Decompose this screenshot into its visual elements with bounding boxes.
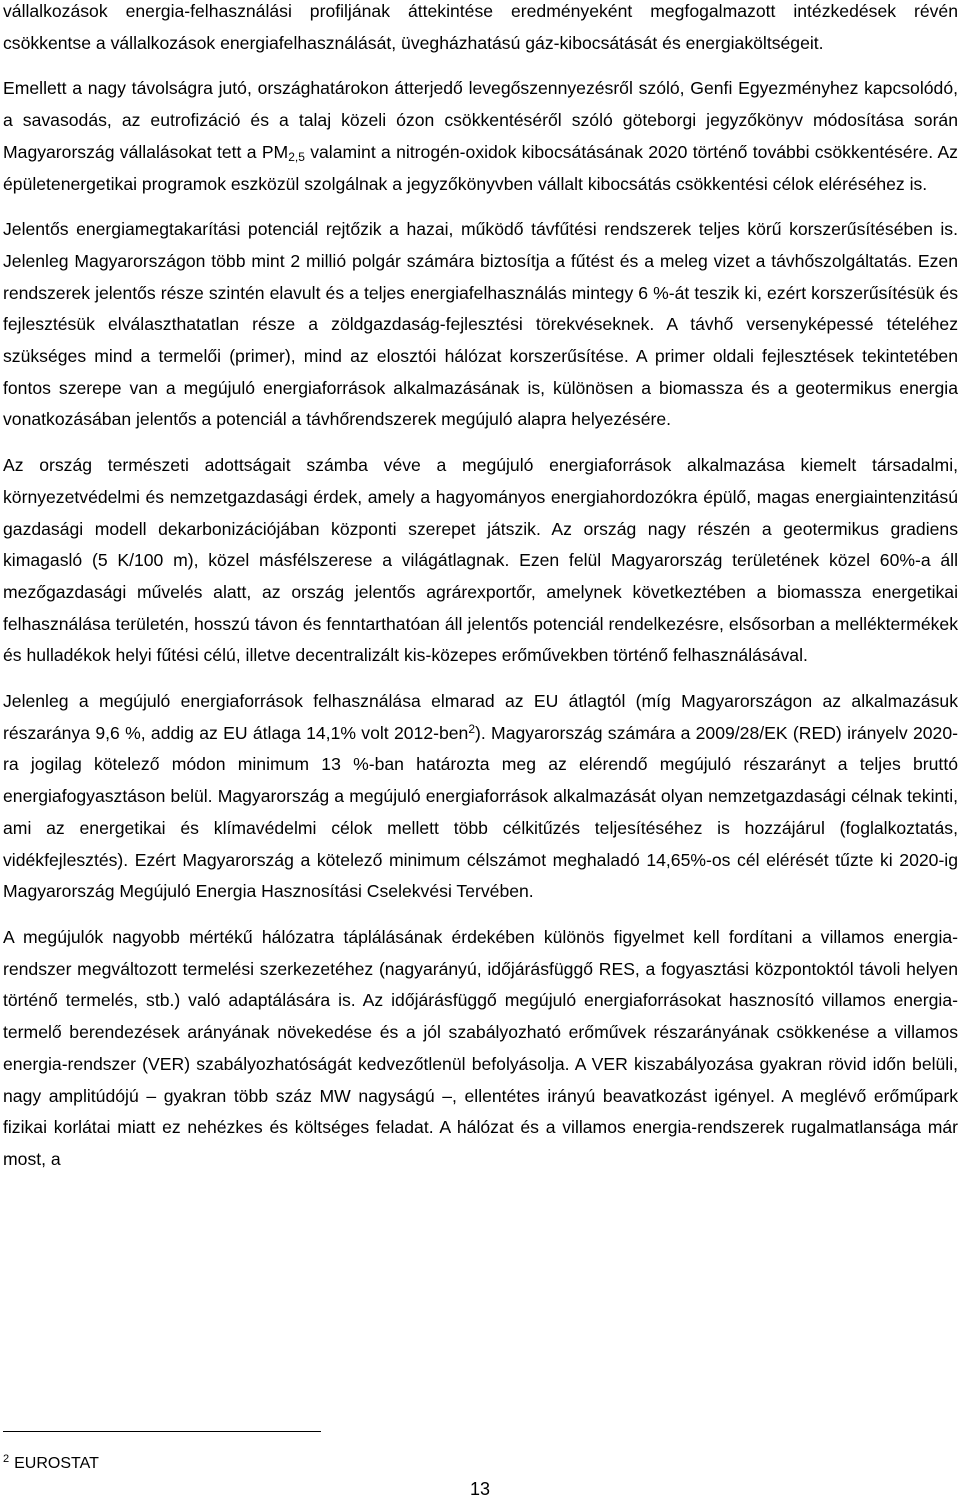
paragraph-gothenburg-protocol bbox=[3, 73, 958, 200]
footnote bbox=[3, 1454, 99, 1474]
paragraph-text: Jelentős energiamegtakarítási potenciál rejtőzik a hazai, működő távfűtési rendszerek teljes körű korszerűsítésében is. Jelenleg Magyarországon több mint 2 millió polgár számára biztosítja a fűtést és a meleg vizet a távhőszolgáltatás. Ezen rendszerek jelentős része szintén elavult és a teljes energiafelhasználás mintegy 6 %-át teszik ki, ezért korszerűsítésük és fejlesztésük elválaszthatatlan része a zöldgazdaság-fejlesztési törekvéseknek. A távhő versenyképessé tételéhez szükséges mind a termelői (primer), mind az elosztói hálózat korszerűsítése. A primer oldali fejlesztések tekintetében fontos szerepe van a megújuló energiaforrások alkalmazásának is, különösen a biomassza és a geotermikus energia vonatkozásában jelentős a potenciál a távhőrendszerek megújuló alapra helyezésére. bbox=[3, 219, 958, 430]
paragraph-text: Jelenleg a megújuló energiaforrások felhasználása elmarad az EU átlagtól (míg Magyarországon az alkalmazásuk részaránya 9,6 %, addig az EU átlaga 14,1% volt 2012-ben bbox=[3, 691, 958, 743]
paragraph-text: valamint a nitrogén-oxidok kibocsátásának 2020 történő további csökkentésére. Az épületenergetikai programok eszközül szolgálnak a jegyzőkönyvben vállalt kibocsátás csökkentési célok eléréséhez is. bbox=[3, 141, 958, 194]
footnote-separator bbox=[3, 1431, 321, 1432]
page-number: 13 bbox=[469, 1479, 491, 1499]
paragraph-text: vállalkozások energia-felhasználási profiljának áttekintése eredményeként megfogalmazott intézkedések révén csökkentse a vállalkozások energiafelhasználását, üvegházhatású gáz-kibocsátását és energiaköltségeit. bbox=[3, 1, 958, 53]
paragraph-district-heating bbox=[3, 214, 958, 436]
paragraph-text: Emellett a nagy távolságra jutó, országhatárokon átterjedő levegőszennyezésről szóló, Genfi Egyezményhez kapcsolódó, a savasodás, az eutrofizáció és a talaj közeli ózon csökkentéséről szóló göteborgi jegyzőkönyv módosítása során Magyarország vállalásokat tett a PM bbox=[3, 78, 958, 162]
document-page bbox=[3, 0, 958, 1190]
paragraph-grid-integration bbox=[3, 922, 958, 1176]
paragraph-renewable-potential bbox=[3, 450, 958, 672]
paragraph-renewable-share bbox=[3, 686, 958, 908]
paragraph-text: Az ország természeti adottságait számba véve a megújuló energiaforrások alkalmazása kiemelt társadalmi, környezetvédelmi és nemzetgazdasági érdek, amely a hagyományos energiahordozókra épülő, magas energiaintenzitású gazdasági modell dekarbonizációjában központi szerepet játszik. Az ország nagy részén a geotermikus gradiens kimagasló (5 K/100 m), közel másfélszerese a világátlagnak. Ezen felül Magyarország területének közel 60%-a áll mezőgazdasági művelés alatt, az ország jelentős agrárexportőr, amelynek következtében a biomassza energetikai felhasználása területén, hosszú távon és fenntarthatóan áll jelentős potenciál rendelkezésre, elsősorban a melléktermékek és hulladékok helyi fűtési célú, illetve decentralizált kis-közepes erőművekben történő felhasználásával. bbox=[3, 455, 958, 666]
paragraph-energy-audit-conclusion bbox=[3, 0, 958, 59]
footnote-reference-2[interactable]: 2 bbox=[468, 721, 475, 736]
paragraph-text: A megújulók nagyobb mértékű hálózatra táplálásának érdekében különös figyelmet kell fordítani a villamos energia-rendszer megváltozott termelési szerkezetéhez (nagyarányú, időjárásfüggő RES, a fogyasztási központoktól távoli helyen történő termelés, stb.) való adaptálására is. Az időjárásfüggő megújuló energiaforrásokat hasznosító villamos energia-termelő berendezések arányának növekedése és a jól szabályozható erőművek részarányának csökkenése a villamos energia-rendszer (VER) szabályozhatóságát kedvezőtlenül befolyásolja. A VER kiszabályozása gyakran rövid időn belüli, nagy amplitúdójú – gyakran több száz MW nagyságú –, ellentétes irányú beavatkozást igényel. A meglévő erőműpark fizikai korlátai miatt ez nehézkes és költséges feladat. A hálózat és a villamos energia-rendszerek rugalmatlansága már most, a bbox=[3, 926, 958, 1169]
footnote-marker: 2 bbox=[3, 1453, 10, 1465]
subscript-pm25: 2,5 bbox=[288, 149, 305, 164]
footnote-text: EUROSTAT bbox=[14, 1455, 99, 1472]
paragraph-text: ). Magyarország számára a 2009/28/EK (RED) irányelv 2020-ra jogilag kötelező módon minimum 13 %-ban határozta meg az elérendő megújuló részarányt a teljes bruttó energiafogyasztáson belül. Magyarország a megújuló energiaforrások alkalmazását olyan nemzetgazdasági célnak tekinti, ami az energetikai és klímavédelmi célok mellett több célkitűzés teljesítéséhez is hozzájárul (foglalkoztatás, vidékfejlesztés). Ezért Magyarország a kötelező minimum célszámot meghaladó 14,65%-os cél elérését tűzte ki 2020-ig Magyarország Megújuló Energia Hasznosítási Cselekvési Tervében. bbox=[3, 722, 958, 902]
